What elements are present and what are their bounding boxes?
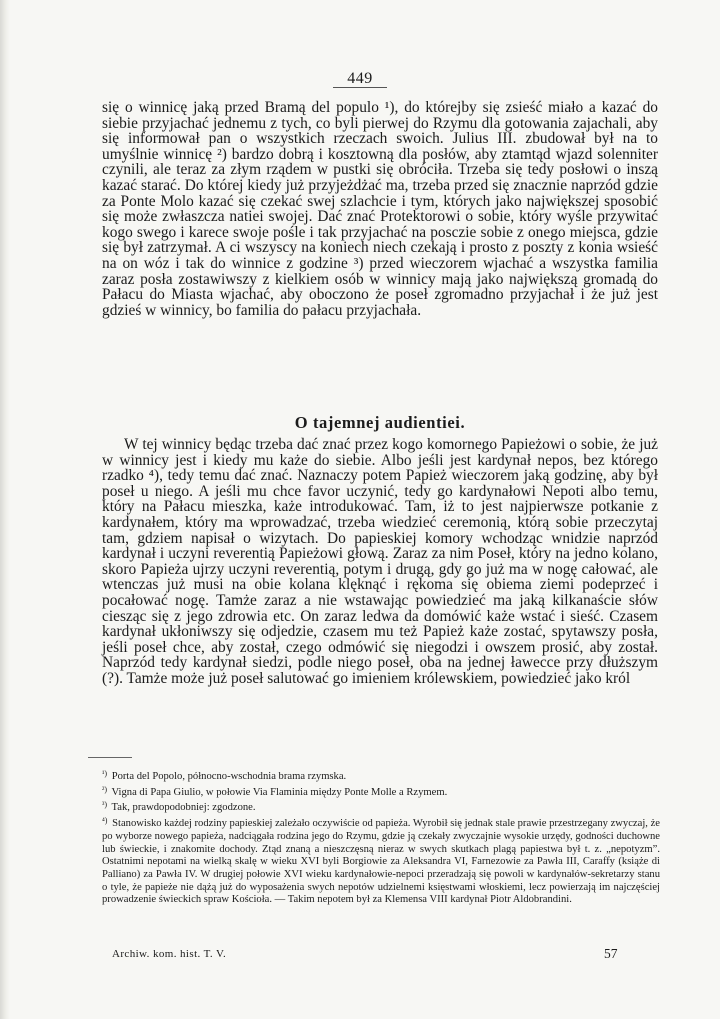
footer-signature: Archiw. kom. hist. T. V. — [112, 948, 227, 960]
footnote-marker: ²) — [102, 784, 108, 794]
footnote-divider — [88, 757, 132, 758]
page-number: 449 — [333, 70, 387, 88]
footnote-marker: ¹) — [102, 769, 108, 778]
footnote-marker: ³) — [102, 800, 108, 810]
footnote-4 — [102, 815, 660, 907]
footnote-3 — [102, 799, 660, 815]
footnote-1 — [102, 768, 660, 784]
section-title: O tajemnej audientiei. — [294, 413, 466, 432]
footnotes — [102, 768, 660, 907]
footnote-text: Stanowisko każdej rodziny papieskiej zależało oczywiście od papieża. Wyrobił się jednak stale prawie przestrzegany zwyczaj, że po wyborze nowego papieża, nadciągała rodzina jego do Rzymu, gdzie ją czekały zwyczajnie wysokie urzędy, godności duchowne lub świeckie, i znakomite dochody. Ztąd znaną a nieszczęsną nieraz w swych skutkach plagą papiestwa był t. z. „nepotyzm”. Ostatnimi nepotami na wielką skalę w wieku XVI byli Borgiowie za Aleksandra VI, Farnezowie za Pawła III, Caraffy (książe di Palliano) za Pawła IV. W drugiej połowie XVI wieku kardynałowie-nepoci przeradzają się powoli w kardynałów-sekretarzy stanu o tyle, że papieże nie dążą już do wyposażenia swych nepotów udzielnemi księstwami włoskiemi, lecz powierzają im najczęściej prowadzenie świeckich spraw Kościoła. — Takim nepotem był za Klemensa VIII kardynał Piotr Aldobrandini. — [102, 818, 660, 906]
footnote-marker: ⁴) — [102, 816, 108, 826]
footnote-text: Tak, prawdopodobniej: zgodzone. — [111, 802, 256, 814]
paragraph-1: się o winnicę jaką przed Bramą del populo ¹), do którejby się zsieść miało a kazać do siebie przyjachać jednemu z tych, co byli pierwej do Rzymu dla gotowania zajachali, aby się informował pan o wszystkich rzeczach swoich. Julius III. zbudował był na to umyślnie winnicę ²) bardzo dobrą i kosztowną dla posłów, aby ztamtąd wjazd solenniter czynili, ale teraz za złym rządem w pustki się obróciła. Trzeba się tedy posłowi o inszą kazać starać. Do której kiedy już przyjeżdżać ma, trzeba przed się znacznie naprzód gdzie za Ponte Molo kazać się czekać swej szlachcie i tym, których jako największej sposobić się może zwłaszcza natiei swojej. Dać znać Protektorowi o sobie, który wyśle przywitać kogo swego i karece swoje pośle i tak przyjachać na posczie sobie z onego miejsca, gdzie się był zatrzymał. A ci wszyscy na koniech niech czekają i prosto z poszty z konia wsieść na on wóz i tak do winnice z godzine ³) przed wieczorem wjachać a wszystka familia zaraz posła zostawiwszy z kielkiem osób w winnicy mają jako największą gromadą do Pałacu do Miasta wjachać, aby oboczono że poseł zgromadno przyjachał i że już jest gdzieś w winnicy, bo familia do pałacu przyjachała. — [102, 99, 658, 319]
footnote-2 — [102, 784, 660, 800]
footnote-text: Porta del Popolo, północno-wschodnia brama rzymska. — [111, 771, 347, 782]
footnote-text: Vigna di Papa Giulio, w połowie Via Flaminia między Ponte Molle a Rzymem. — [111, 786, 448, 798]
paragraph-2: W tej winnicy będąc trzeba dać znać przez kogo komornego Papieżowi o sobie, że już w winnicy jest i kiedy mu każe do siebie. Albo jeśli jest kardynał nepos, bez którego rzadko ⁴), tedy temu dać znać. Naznaczy potem Papież wieczorem jaką godzinę, aby był poseł u niego. A jeśli mu chce favor uczynić, tedy go kardynałowi Nepoti albo temu, który na Pałacu mieszka, każe introdukować. Tam, iż to jest najpierwsze potkanie z kardynałem, który ma wprowadzać, trzeba wiedzieć ceremonią, którą sobie przeczytaj tam, gdziem napisał o wizytach. Do papieskiej komory wchodząc wnidzie naprzód kardynał i uczyni reverentią Papieżowi głową. Zaraz za nim Poseł, który na jedno kolano, skoro Papieża ujrzy uczyni reverentią, potym i drugą, gdy go już ma w nogę całować, ale wtenczas już musi na obie kolana klęknąć i rękoma się obiema ziemi podeprzeć i pocałować nogę. Tamże zaraz a nie wstawając powiedzieć ma jaką kilkanaście słów ciesząc się z jego zdrowia etc. On zaraz ledwa da domówić każe wstać i sieść. Czasem kardynał ukłoniwszy się odjedzie, czasem mu też Papież każe zostać, spytawszy posła, jeśli poseł chce, aby został, czego odmówić się niegodzi i owszem prosić, aby został. Naprzód tedy kardynał siedzi, podle niego poseł, oba na jednej ławecce przy dłuższym (?). Tamże może już poseł salutować go imieniem królewskiem, powiedzieć jako król — [102, 436, 658, 687]
footer-sheet-number: 57 — [604, 946, 618, 961]
page-number-header — [300, 70, 420, 88]
page-binding-edge — [0, 0, 10, 1019]
